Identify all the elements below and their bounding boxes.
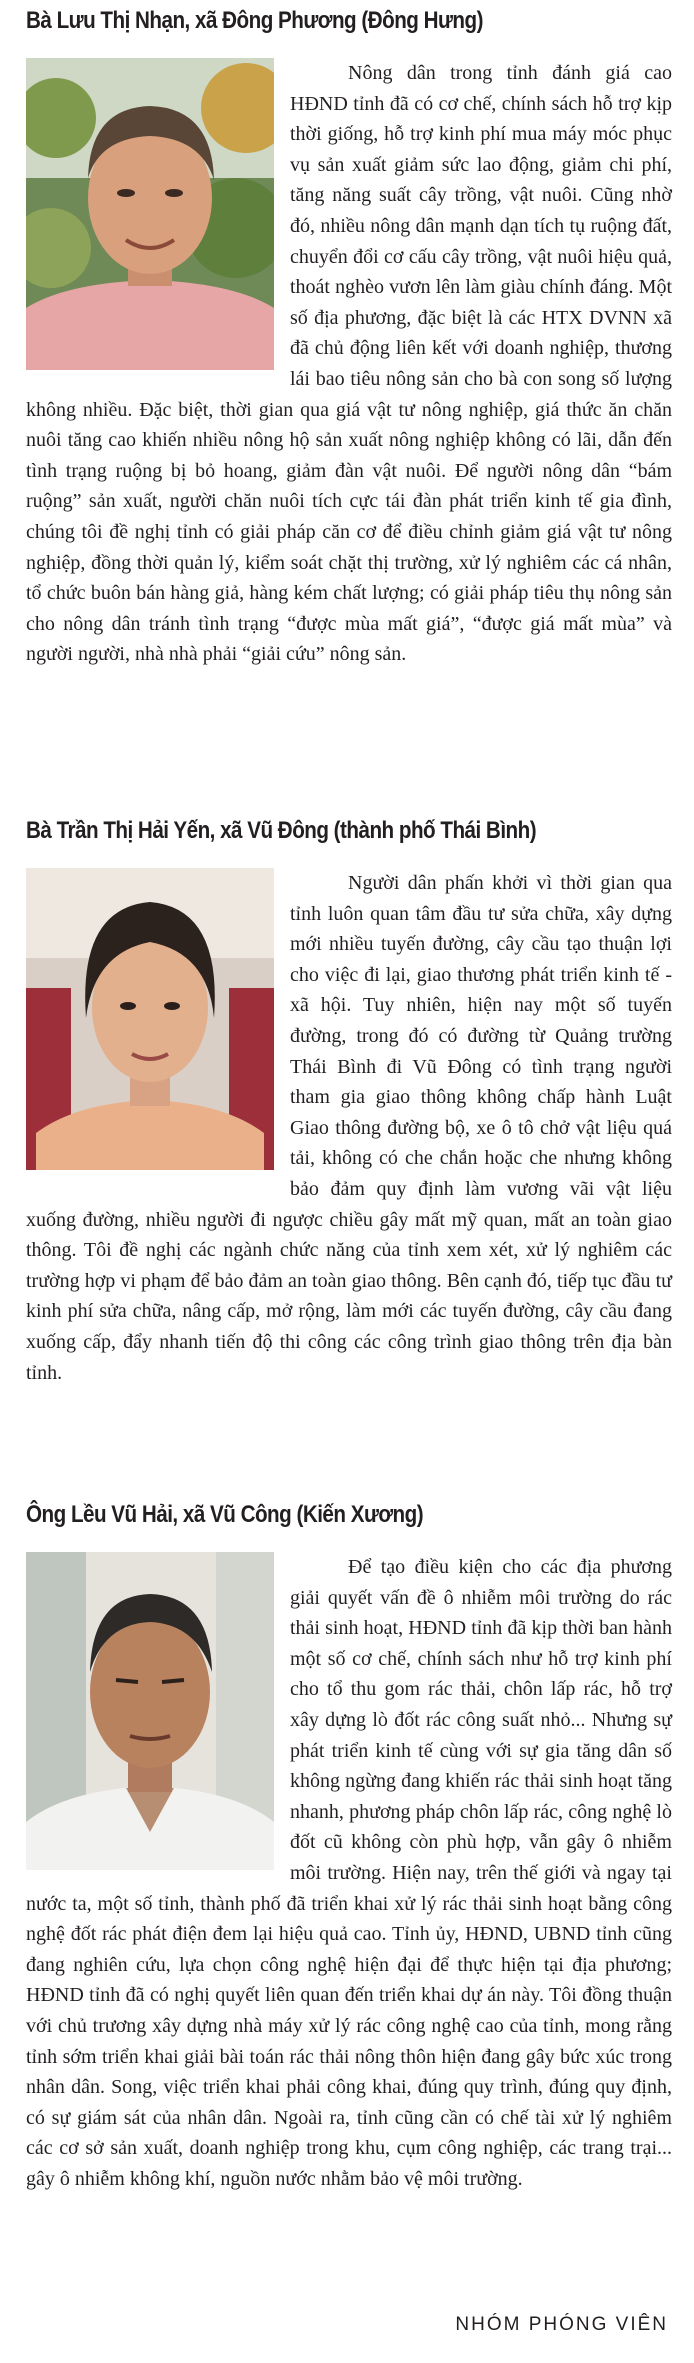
article-1 bbox=[26, 6, 672, 670]
article-1-heading: Bà Lưu Thị Nhạn, xã Đông Phương (Đông Hưng) bbox=[26, 7, 483, 34]
byline: NHÓM PHÓNG VIÊN bbox=[455, 2314, 668, 2335]
portrait-photo-man bbox=[26, 1552, 274, 1870]
article-3-heading: Ông Lều Vũ Hải, xã Vũ Công (Kiến Xương) bbox=[26, 1501, 424, 1528]
article-3 bbox=[26, 1500, 672, 2194]
article-3-body: Để tạo điều kiện cho các địa phương giải quyết vấn đề ô nhiễm môi trường do rác thải sinh hoạt, HĐND tỉnh đã kịp thời ban hành một số cơ chế, chính sách như hỗ trợ kinh phí cho tổ thu gom rác thải, chôn lấp rác, hỗ trợ xây dựng lò đốt rác công suất nhỏ... Nhưng sự phát triển kinh tế cùng với sự gia tăng dân số không ngừng đang khiến rác thải sinh hoạt tăng nhanh, phương pháp chôn lấp rác, công nghệ lò đốt cũ không còn phù hợp, vẫn gây ô nhiễm môi trường. Hiện nay, trên thế giới và ngay tại nước ta, một số tỉnh, thành phố đã triển khai xử lý rác thải sinh hoạt bằng công nghệ đốt rác phát điện đem lại hiệu quả cao. Tỉnh ủy, HĐND, UBND tỉnh cũng đang nghiên cứu, lựa chọn công nghệ hiện đại để thực hiện tại địa phương; HĐND tỉnh đã có nghị quyết liên quan đến triển khai dự án này. Tôi đồng thuận với chủ trương xây dựng nhà máy xử lý rác công nghệ cao của tỉnh, mong rằng tỉnh sớm triển khai giải bài toán rác thải nông thôn hiện đang gây bức xúc trong nhân dân. Song, việc triển khai phải công khai, đúng quy trình, đúng quy định, có sự giám sát của nhân dân. Ngoài ra, tỉnh cũng cần có chế tài xử lý nghiêm các cơ sở sản xuất, doanh nghiệp trong khu, cụm công nghiệp, các trang trại... gây ô nhiễm không khí, nguồn nước nhằm bảo vệ môi trường. bbox=[26, 1556, 672, 2190]
article-2 bbox=[26, 816, 672, 1388]
article-2-body: Người dân phấn khởi vì thời gian qua tỉnh luôn quan tâm đầu tư sửa chữa, xây dựng mới nhiều tuyến đường, cây cầu tạo thuận lợi cho việc đi lại, giao thương phát triển kinh tế - xã hội. Tuy nhiên, hiện nay một số tuyến đường, trong đó có đường từ Quảng trường Thái Bình đi Vũ Đông có tình trạng người tham gia giao thông không chấp hành Luật Giao thông đường bộ, xe ô tô chở vật liệu quá tải, không có che chắn hoặc che nhưng không bảo đảm quy định làm vương vãi vật liệu xuống đường, nhiều người đi ngược chiều gây mất mỹ quan, mất an toàn giao thông. Tôi đề nghị các ngành chức năng của tỉnh xem xét, xử lý nghiêm các trường hợp vi phạm để bảo đảm an toàn giao thông. Bên cạnh đó, tiếp tục đầu tư kinh phí sửa chữa, nâng cấp, mở rộng, làm mới các tuyến đường, cây cầu đang xuống cấp, đẩy nhanh tiến độ thi công các công trình giao thông trên địa bàn tỉnh. bbox=[26, 872, 672, 1384]
article-2-portrait-photo bbox=[26, 868, 274, 1170]
article-1-content bbox=[26, 58, 672, 670]
portrait-photo-woman-1 bbox=[26, 58, 274, 370]
article-2-heading: Bà Trần Thị Hải Yến, xã Vũ Đông (thành phố Thái Bình) bbox=[26, 817, 537, 844]
article-2-content bbox=[26, 868, 672, 1388]
article-1-portrait-photo bbox=[26, 58, 274, 370]
article-3-content bbox=[26, 1552, 672, 2194]
portrait-photo-woman-2 bbox=[26, 868, 274, 1170]
article-1-body: Nông dân trong tỉnh đánh giá cao HĐND tỉnh đã có cơ chế, chính sách hỗ trợ kịp thời giống, hỗ trợ kinh phí mua máy móc phục vụ sản xuất giảm sức lao động, giảm chi phí, tăng năng suất cây trồng, vật nuôi. Cũng nhờ đó, nhiều nông dân mạnh dạn tích tụ ruộng đất, chuyển đổi cơ cấu cây trồng, vật nuôi hiệu quả, thoát nghèo vươn lên làm giàu chính đáng. Một số địa phương, đặc biệt là các HTX DVNN xã đã chủ động liên kết với doanh nghiệp, thương lái bao tiêu nông sản cho bà con song số lượng không nhiều. Đặc biệt, thời gian qua giá vật tư nông nghiệp, giá thức ăn chăn nuôi tăng cao khiến nhiều nông hộ sản xuất nông nghiệp không có lãi, dẫn đến tình trạng ruộng bị bỏ hoang, giảm đàn vật nuôi. Để người nông dân “bám ruộng” sản xuất, người chăn nuôi tích cực tái đàn phát triển kinh tế gia đình, chúng tôi đề nghị tỉnh có giải pháp căn cơ để điều chỉnh giảm giá vật tư nông nghiệp, đồng thời quản lý, kiểm soát chặt thị trường, xử lý nghiêm các cá nhân, tổ chức buôn bán hàng giả, hàng kém chất lượng; có giải pháp tiêu thụ nông sản cho nông dân tránh tình trạng “được mùa mất giá”, “được giá mất mùa” và người người, nhà nhà phải “giải cứu” nông sản. bbox=[26, 62, 672, 666]
article-3-portrait-photo bbox=[26, 1552, 274, 1870]
